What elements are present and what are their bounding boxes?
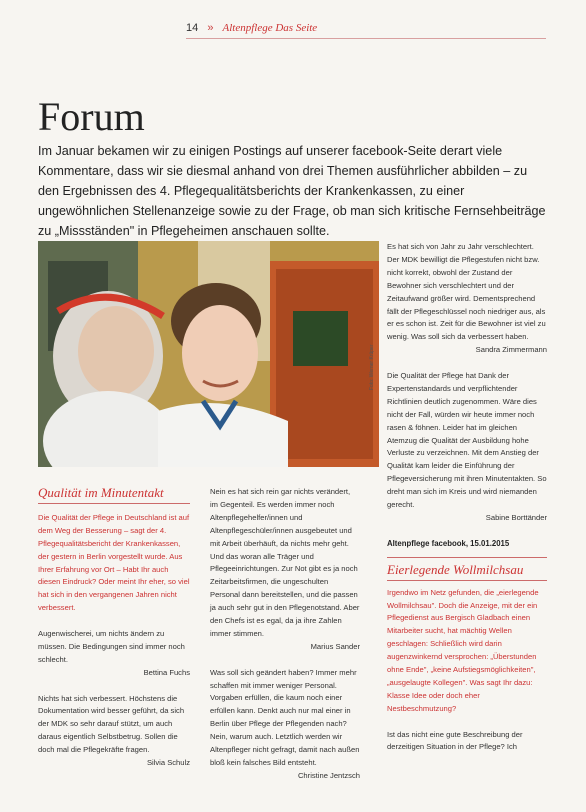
section2-rule — [387, 580, 547, 581]
header-rule — [186, 38, 546, 39]
comment-6: Die Qualität der Pflege hat Dank der Expertenstandards und verpflichtender Richtlinien deutlich zugenommen. Wäre dies nicht der Fall, würden wir heute immer noch rasen & föhnen. Leider hat im gleichen Atemzug die Qualität der Ausbildung hohe Verluste zu verzeichnen. Mit dem Anstieg der Qualität kam leider die Einführung der Pflegeversicherung mit ihren Minutentakten. So dreht man sich im Kreis und wird niemanden gerecht. — [387, 371, 547, 510]
column-1 — [38, 487, 190, 783]
source-line: Altenpflege facebook, 15.01.2015 — [387, 538, 510, 548]
comment-7: Ist das nicht eine gute Beschreibung der derzeitigen Situation in der Pflege? Ich — [387, 729, 523, 752]
section2-heading: Eierlegende Wollmilchsau — [387, 561, 524, 577]
comment-2-author: Silvia Schulz — [146, 758, 190, 768]
comment-3-author: Marius Sander — [310, 641, 360, 651]
section-label: Altenpflege Das Seite — [222, 22, 318, 34]
photo-credit: Foto: Werner Krüper — [369, 344, 375, 390]
page-title: Forum — [38, 94, 145, 139]
section2-lead: Irgendwo im Netz gefunden, die „eierlegende Wollmilchsau". Doch die Anzeige, mit der ein Pflegedienst aus Bergisch Gladbach einen Mitarbeiter sucht, hat mächtig Wellen geschlagen: Schließlich wird darin augenzwinkernd versprochen: „Überstunden ohne Ende", „keine Aufstiegsmöglichkeiten", „ausgelaugte Kollegen". Was sagt Ihr dazu: Klasse Idee oder doch eher Nestbeschmutzung? — [387, 587, 539, 713]
comment-5: Es hat sich von Jahr zu Jahr verschlechtert. Der MDK bewilligt die Pflegestufen nicht bzw. nicht korrekt, obwohl der Zustand der Bewohner sich verschlechtert und der Zeitaufwand größer wird. Dementsprechend fällt der Pflegeschlüssel noch niedriger aus, als er es schon ist. Zeit für die Bewohner ist viel zu wenig. Was soll sich da verbessert haben. — [387, 242, 546, 342]
section1-rule — [38, 503, 190, 504]
comment-5-author: Sandra Zimmermann — [475, 345, 547, 355]
comment-1-author: Bettina Fuchs — [143, 667, 190, 677]
section1-heading: Qualität im Minutentakt — [38, 485, 164, 500]
comment-1: Augenwischerei, um nichts ändern zu müssen. Die Bedingungen sind immer noch schlecht. — [38, 629, 185, 664]
page-number: 14 — [186, 22, 199, 34]
comment-3: Nein es hat sich rein gar nichts verändert, im Gegenteil. Es werden immer noch Altenpflegehelfer/innen und Altenpflegeschüler/innen ausgebeutet und mit Arbeit überhäuft, da nichts mehr geht. Und das woran alle Träger und Pflegeeinrichtungen. Zur Not gibt es ja noch Zeitarbeitsfirmen, die ungeschulten Personal dann bereitstellen, und die passen ja auch sehr gut in den Pflegenotstand. Aber den Chefs ist es egal, da ja ihre Zahlen immer stimmen. — [210, 487, 360, 638]
section1-lead: Die Qualität der Pflege in Deutschland ist auf dem Weg der Besserung – sagt der 4. Pflegequalitätsbericht der Krankenkassen, der gestern in Berlin vorgestellt wurde. Aus Ihrer Erfahrung vor Ort – Habt Ihr auch diesen Eindruck? Oder meint Ihr eher, so viel hat sich in den vergangenen Jahren nicht verbessert. — [38, 512, 190, 613]
column-2 — [210, 486, 360, 796]
comment-4-author: Christine Jentzsch — [297, 770, 360, 780]
header-separator: » — [207, 22, 214, 34]
column-3 — [387, 241, 547, 767]
comment-6-author: Sabine Borttänder — [485, 513, 547, 523]
intro-paragraph: Im Januar bekamen wir zu einigen Postings auf unserer facebook-Seite derart viele Kommentare, dass wir sie diesmal anhand von drei Themen ausführlicher abbilden – zu den Ergebnissen des 4. Pflegequalitätsberichts der Krankenkassen, zu einer ungewöhnlichen Stellenanzeige sowie zu der Frage, ob man sich kritische Fernsehbeiträge zu „Missständen" in Pflegeheimen anschauen sollte. — [38, 144, 546, 238]
source-rule — [387, 557, 547, 558]
photo-illustration — [38, 241, 379, 467]
comment-4: Was soll sich geändert haben? Immer mehr schaffen mit immer weniger Personal. Vorgaben erfüllen, die kaum noch einer erfüllen kann. Denkt auch nur mal einer in Berlin über Pflege der Pflegenden nach? Nein, warum auch. Letztlich werden wir Altenpfleger nicht gefragt, damit nach außen bloß kein falsches Bild entsteht. — [210, 667, 360, 768]
running-header — [186, 22, 317, 34]
comment-2: Nichts hat sich verbessert. Höchstens die Dokumentation wird besser geführt, da sich der MDK so sehr darauf stützt, um auch daraus eigentlich Selbstbetrug. Sollen die doch mal die Pflegekräfte fragen. — [38, 693, 185, 755]
forum-photo — [38, 241, 379, 467]
